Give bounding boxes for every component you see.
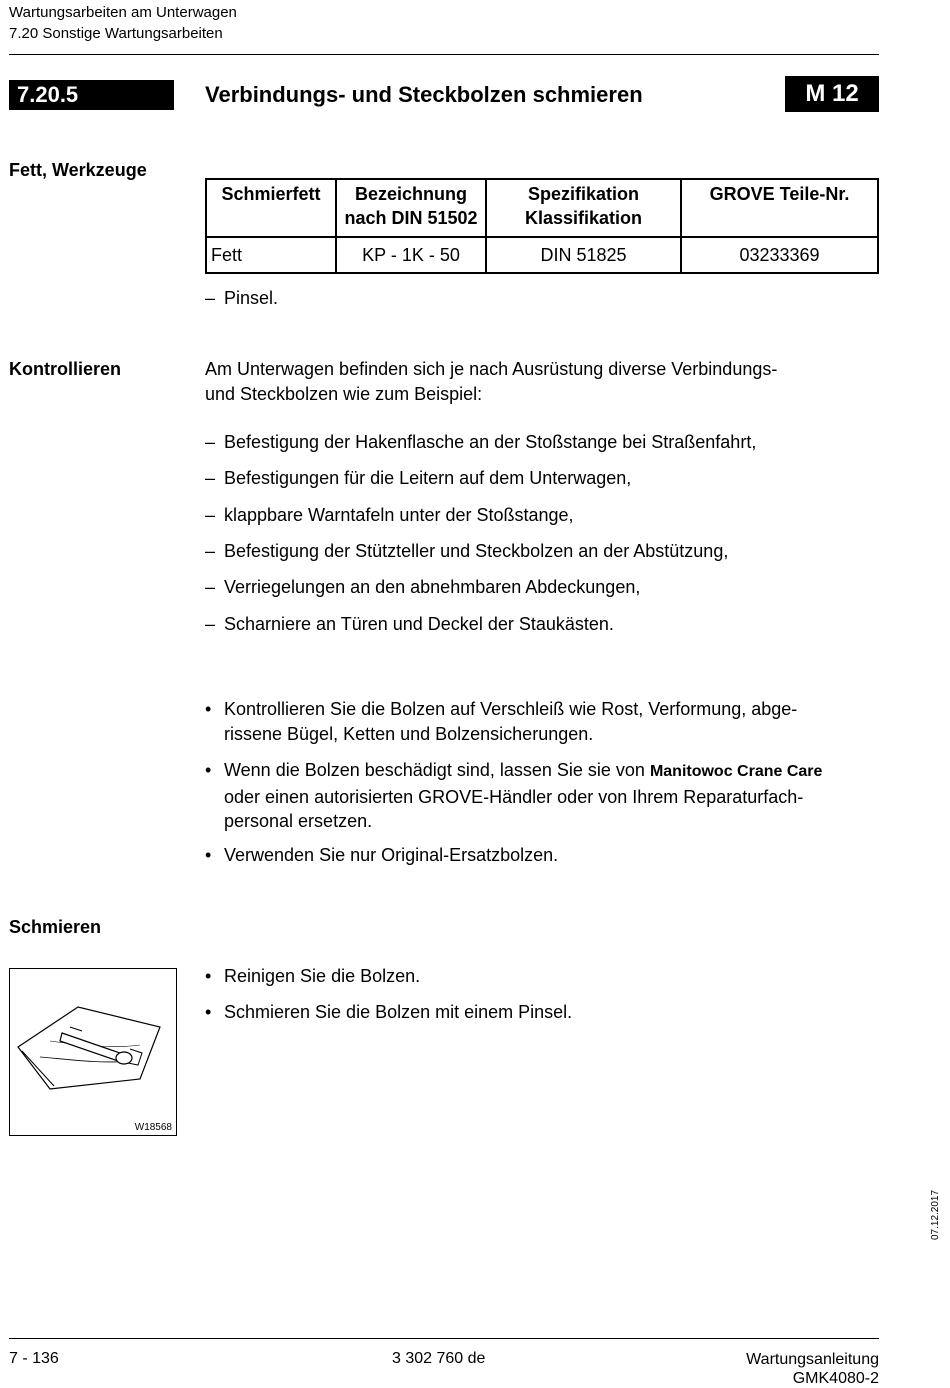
greased-pin-illustration — [10, 969, 176, 1109]
dash-marker: – — [205, 577, 216, 597]
table-header-row — [206, 179, 878, 237]
bullet-marker: • — [205, 1002, 212, 1022]
table-cell: DIN 51825 — [486, 237, 681, 273]
table-header-cell: GROVE Teile-Nr. — [681, 179, 878, 237]
list-item: – Befestigungen für die Leitern auf dem Unterwagen, — [205, 466, 880, 491]
dash-marker: – — [205, 432, 216, 452]
tools-heading: Fett, Werkzeuge — [9, 160, 147, 180]
table-row — [206, 237, 878, 273]
header-rule — [9, 54, 879, 55]
header-section: 7.20 Sonstige Wartungsarbeiten — [9, 25, 223, 42]
bullet-step: • Kontrollieren Sie die Bolzen auf Verschleiß wie Rost, Verformung, abge- rissene Bügel, Ketten und Bolzensicherungen. — [205, 699, 798, 744]
dash-marker: – — [205, 288, 216, 308]
lube-heading: Schmieren — [9, 917, 102, 937]
list-item — [205, 286, 880, 311]
bullet-step: • Wenn die Bolzen beschädigt sind, lassen Sie sie von Manitowoc Crane Care oder einen autorisierten GROVE-Händler oder von Ihrem Reparaturfach- personal ersetzen. — [205, 760, 823, 831]
section-number: 7.20.5 — [9, 80, 174, 110]
list-item: – Verriegelungen an den abnehmbaren Abdeckungen, — [205, 575, 880, 600]
dash-marker: – — [205, 614, 216, 634]
header-chapter: Wartungsarbeiten am Unterwagen — [9, 4, 237, 21]
section-title: Verbindungs- und Steckbolzen schmieren — [205, 82, 643, 107]
table-cell: Fett — [206, 237, 336, 273]
dash-marker: – — [205, 505, 216, 525]
list-item: – Befestigung der Hakenflasche an der Stoßstange bei Straßenfahrt, — [205, 430, 880, 455]
check-heading: Kontrollieren — [9, 359, 122, 379]
document-number: 3 302 760 de — [392, 1350, 486, 1367]
page-number: 7 - 136 — [9, 1350, 59, 1367]
table-header-cell: Schmierfett — [206, 179, 336, 237]
dash-marker: – — [205, 468, 216, 488]
bullet-marker: • — [205, 760, 212, 780]
bullet-marker: • — [205, 966, 212, 986]
manual-title: Wartungsanleitung GMK4080-2 — [746, 1351, 879, 1387]
table-header-cell: Spezifikation Klassifikation — [486, 179, 681, 237]
footer-rule — [9, 1338, 879, 1339]
table-cell: KP - 1K - 50 — [336, 237, 486, 273]
bullet-marker: • — [205, 699, 212, 719]
brand-name: Manitowoc Crane Care — [649, 763, 823, 780]
table-header-cell: Bezeichnung nach DIN 51502 — [336, 179, 486, 237]
list-item: – Befestigung der Stützteller und Steckbolzen an der Abstützung, — [205, 539, 880, 564]
bullet-step: • Verwenden Sie nur Original-Ersatzbolzen. — [205, 843, 880, 868]
revision-date: 07.12.2017 — [930, 1189, 941, 1240]
list-item: – klappbare Warntafeln unter der Stoßstange, — [205, 503, 880, 528]
pin-lubrication-figure — [9, 968, 177, 1136]
bullet-marker: • — [205, 845, 212, 865]
grease-table — [205, 178, 879, 274]
bullet-step: • Reinigen Sie die Bolzen. — [205, 964, 880, 989]
dash-marker: – — [205, 541, 216, 561]
bullet-step: • Schmieren Sie die Bolzen mit einem Pinsel. — [205, 1000, 880, 1025]
figure-id: W18568 — [134, 1122, 172, 1133]
table-cell: 03233369 — [681, 237, 878, 273]
list-item-text: Pinsel. — [224, 288, 279, 308]
list-item: – Scharniere an Türen und Deckel der Staukästen. — [205, 612, 880, 637]
section-code-badge: M 12 — [785, 76, 879, 112]
check-intro: Am Unterwagen befinden sich je nach Ausrüstung diverse Verbindungs- und Steckbolzen wie zum Beispiel: — [205, 359, 778, 404]
